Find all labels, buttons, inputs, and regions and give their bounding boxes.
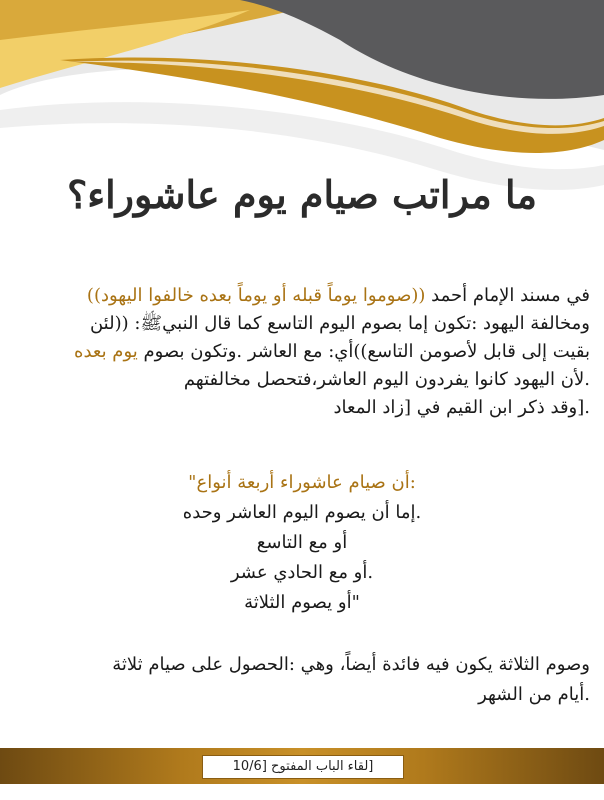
fasting-type-item: .أو مع الحادي عشر bbox=[230, 562, 374, 583]
paragraph-line-2: ومخالفة اليهود :تكون إما بصوم اليوم التاسع كما قال النبيﷺ: ((لئن bbox=[89, 313, 590, 334]
hadith-paragraph bbox=[20, 282, 590, 422]
closing-note-line-2: .أيام من الشهر bbox=[478, 684, 590, 705]
paragraph-line-3-highlight: يوم بعده bbox=[74, 341, 138, 362]
fasting-type-item: "أو يصوم الثلاثة bbox=[244, 592, 360, 613]
paragraph-intro: في مسند الإمام أحمد bbox=[425, 285, 590, 306]
fasting-type-item: .إما أن يصوم اليوم العاشر وحده bbox=[182, 502, 422, 523]
footer-source: [لقاء الباب المفتوح [10/6 bbox=[202, 755, 404, 779]
closing-note-line-1: وصوم الثلاثة يكون فيه فائدة أيضاً، وهي :الحصول على صيام ثلاثة bbox=[112, 654, 590, 675]
paragraph-line-3-main: بقيت إلى قابل لأصومن التاسع))أي: مع العاشر .وتكون بصوم bbox=[137, 341, 590, 362]
paragraph-line-4: .لأن اليهود كانوا يفردون اليوم العاشر،فتحصل مخالفتهم bbox=[183, 369, 590, 390]
page-title: ما مراتب صيام يوم عاشوراء؟ bbox=[67, 172, 537, 217]
hadith-quote: ((صوموا يوماً قبله أو يوماً بعده خالفوا اليهود)) bbox=[86, 285, 426, 306]
closing-note bbox=[20, 650, 590, 710]
fasting-types-list bbox=[0, 468, 604, 618]
fasting-type-item: أو مع التاسع bbox=[256, 532, 348, 553]
paragraph-line-5: .[وقد ذكر ابن القيم في [زاد المعاد bbox=[333, 397, 590, 418]
paragraph-line-3 bbox=[20, 338, 590, 366]
paragraph-line-1 bbox=[20, 282, 590, 310]
fasting-types-heading: :أن صيام عاشوراء أربعة أنواع" bbox=[188, 472, 416, 493]
